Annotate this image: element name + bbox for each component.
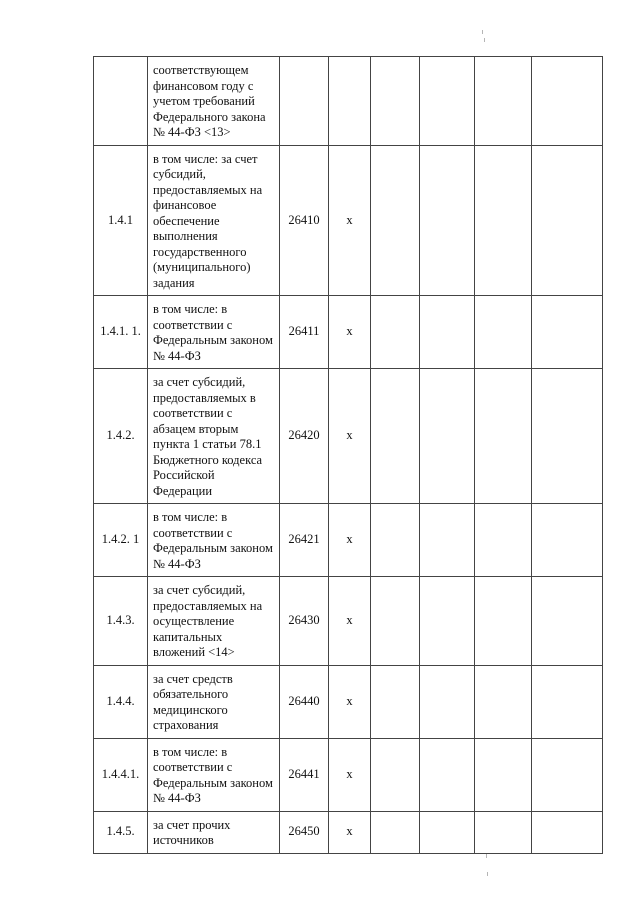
row-name-text: в том числе: в соответствии с Федеральным законом № 44-ФЗ bbox=[153, 302, 273, 363]
empty-cell bbox=[475, 577, 532, 666]
empty-cell bbox=[371, 145, 420, 296]
table-row bbox=[94, 811, 603, 853]
row-x-cell: x bbox=[329, 296, 371, 369]
empty-cell bbox=[532, 811, 603, 853]
row-number-cell: 1.4.3. bbox=[94, 577, 148, 666]
empty-cell bbox=[371, 296, 420, 369]
row-x-cell: x bbox=[329, 577, 371, 666]
table-row bbox=[94, 369, 603, 504]
row-code-cell: 26411 bbox=[280, 296, 329, 369]
row-name-cell bbox=[148, 811, 280, 853]
row-number-cell bbox=[94, 57, 148, 146]
table-row bbox=[94, 145, 603, 296]
row-name-cell bbox=[148, 57, 280, 146]
empty-cell bbox=[371, 57, 420, 146]
row-code-cell: 26420 bbox=[280, 369, 329, 504]
row-name-cell bbox=[148, 504, 280, 577]
row-number-cell: 1.4.4. bbox=[94, 665, 148, 738]
row-code-cell: 26441 bbox=[280, 738, 329, 811]
row-name-text: соответствующем финансовом году с учетом требований Федерального закона № 44-ФЗ <13> bbox=[153, 63, 266, 139]
empty-cell bbox=[371, 577, 420, 666]
row-number-cell: 1.4.2. bbox=[94, 369, 148, 504]
row-name-cell bbox=[148, 145, 280, 296]
empty-cell bbox=[371, 738, 420, 811]
table-row bbox=[94, 738, 603, 811]
row-name-cell bbox=[148, 369, 280, 504]
table-row bbox=[94, 296, 603, 369]
row-code-cell bbox=[280, 57, 329, 146]
row-name-cell bbox=[148, 296, 280, 369]
row-name-text: за счет средств обязательного медицинского страхования bbox=[153, 671, 233, 732]
empty-cell bbox=[371, 369, 420, 504]
row-x-cell: x bbox=[329, 665, 371, 738]
empty-cell bbox=[420, 665, 475, 738]
empty-cell bbox=[532, 145, 603, 296]
row-code-cell: 26430 bbox=[280, 577, 329, 666]
scan-speck bbox=[486, 854, 487, 858]
empty-cell bbox=[475, 738, 532, 811]
empty-cell bbox=[532, 57, 603, 146]
empty-cell bbox=[532, 665, 603, 738]
row-x-cell: x bbox=[329, 369, 371, 504]
row-x-cell: x bbox=[329, 738, 371, 811]
row-number-cell: 1.4.4.1. bbox=[94, 738, 148, 811]
empty-cell bbox=[420, 577, 475, 666]
row-number-cell: 1.4.5. bbox=[94, 811, 148, 853]
empty-cell bbox=[420, 296, 475, 369]
empty-cell bbox=[475, 811, 532, 853]
empty-cell bbox=[532, 369, 603, 504]
empty-cell bbox=[420, 811, 475, 853]
row-x-cell: x bbox=[329, 145, 371, 296]
row-number-cell: 1.4.2. 1 bbox=[94, 504, 148, 577]
row-name-cell bbox=[148, 665, 280, 738]
table-row bbox=[94, 57, 603, 146]
empty-cell bbox=[475, 369, 532, 504]
row-name-text: в том числе: в соответствии с Федеральным законом № 44-ФЗ bbox=[153, 744, 273, 805]
empty-cell bbox=[420, 57, 475, 146]
table-row bbox=[94, 504, 603, 577]
empty-cell bbox=[371, 665, 420, 738]
scan-speck bbox=[487, 872, 488, 876]
empty-cell bbox=[475, 665, 532, 738]
empty-cell bbox=[532, 504, 603, 577]
empty-cell bbox=[475, 57, 532, 146]
empty-cell bbox=[420, 738, 475, 811]
row-name-text: за счет субсидий, предоставляемых в соответствии с абзацем вторым пункта 1 статьи 78.1 Бюджетного кодекса Российской Федерации bbox=[153, 375, 263, 498]
empty-cell bbox=[475, 296, 532, 369]
row-code-cell: 26421 bbox=[280, 504, 329, 577]
empty-cell bbox=[420, 369, 475, 504]
empty-cell bbox=[475, 145, 532, 296]
empty-cell bbox=[475, 504, 532, 577]
row-number-cell: 1.4.1. 1. bbox=[94, 296, 148, 369]
table-row bbox=[94, 665, 603, 738]
row-code-cell: 26440 bbox=[280, 665, 329, 738]
row-name-text: в том числе: за счет субсидий, предоставляемых на финансовое обеспечение выполнения государственного (муниципального) задания bbox=[153, 151, 263, 290]
empty-cell bbox=[420, 145, 475, 296]
row-name-text: за счет субсидий, предоставляемых на осуществление капитальных вложений <14> bbox=[153, 583, 263, 659]
row-x-cell: x bbox=[329, 811, 371, 853]
empty-cell bbox=[420, 504, 475, 577]
empty-cell bbox=[371, 811, 420, 853]
empty-cell bbox=[371, 504, 420, 577]
row-number-cell: 1.4.1 bbox=[94, 145, 148, 296]
empty-cell bbox=[532, 296, 603, 369]
row-x-cell bbox=[329, 57, 371, 146]
scan-speck bbox=[482, 30, 483, 34]
row-code-cell: 26450 bbox=[280, 811, 329, 853]
row-name-cell bbox=[148, 738, 280, 811]
row-name-text: в том числе: в соответствии с Федеральным законом № 44-ФЗ bbox=[153, 510, 273, 571]
row-name-cell bbox=[148, 577, 280, 666]
scan-speck bbox=[484, 38, 485, 42]
row-code-cell: 26410 bbox=[280, 145, 329, 296]
budget-table bbox=[93, 56, 603, 854]
empty-cell bbox=[532, 577, 603, 666]
table-row bbox=[94, 577, 603, 666]
empty-cell bbox=[532, 738, 603, 811]
row-x-cell: x bbox=[329, 504, 371, 577]
row-name-text: за счет прочих источников bbox=[153, 817, 231, 847]
